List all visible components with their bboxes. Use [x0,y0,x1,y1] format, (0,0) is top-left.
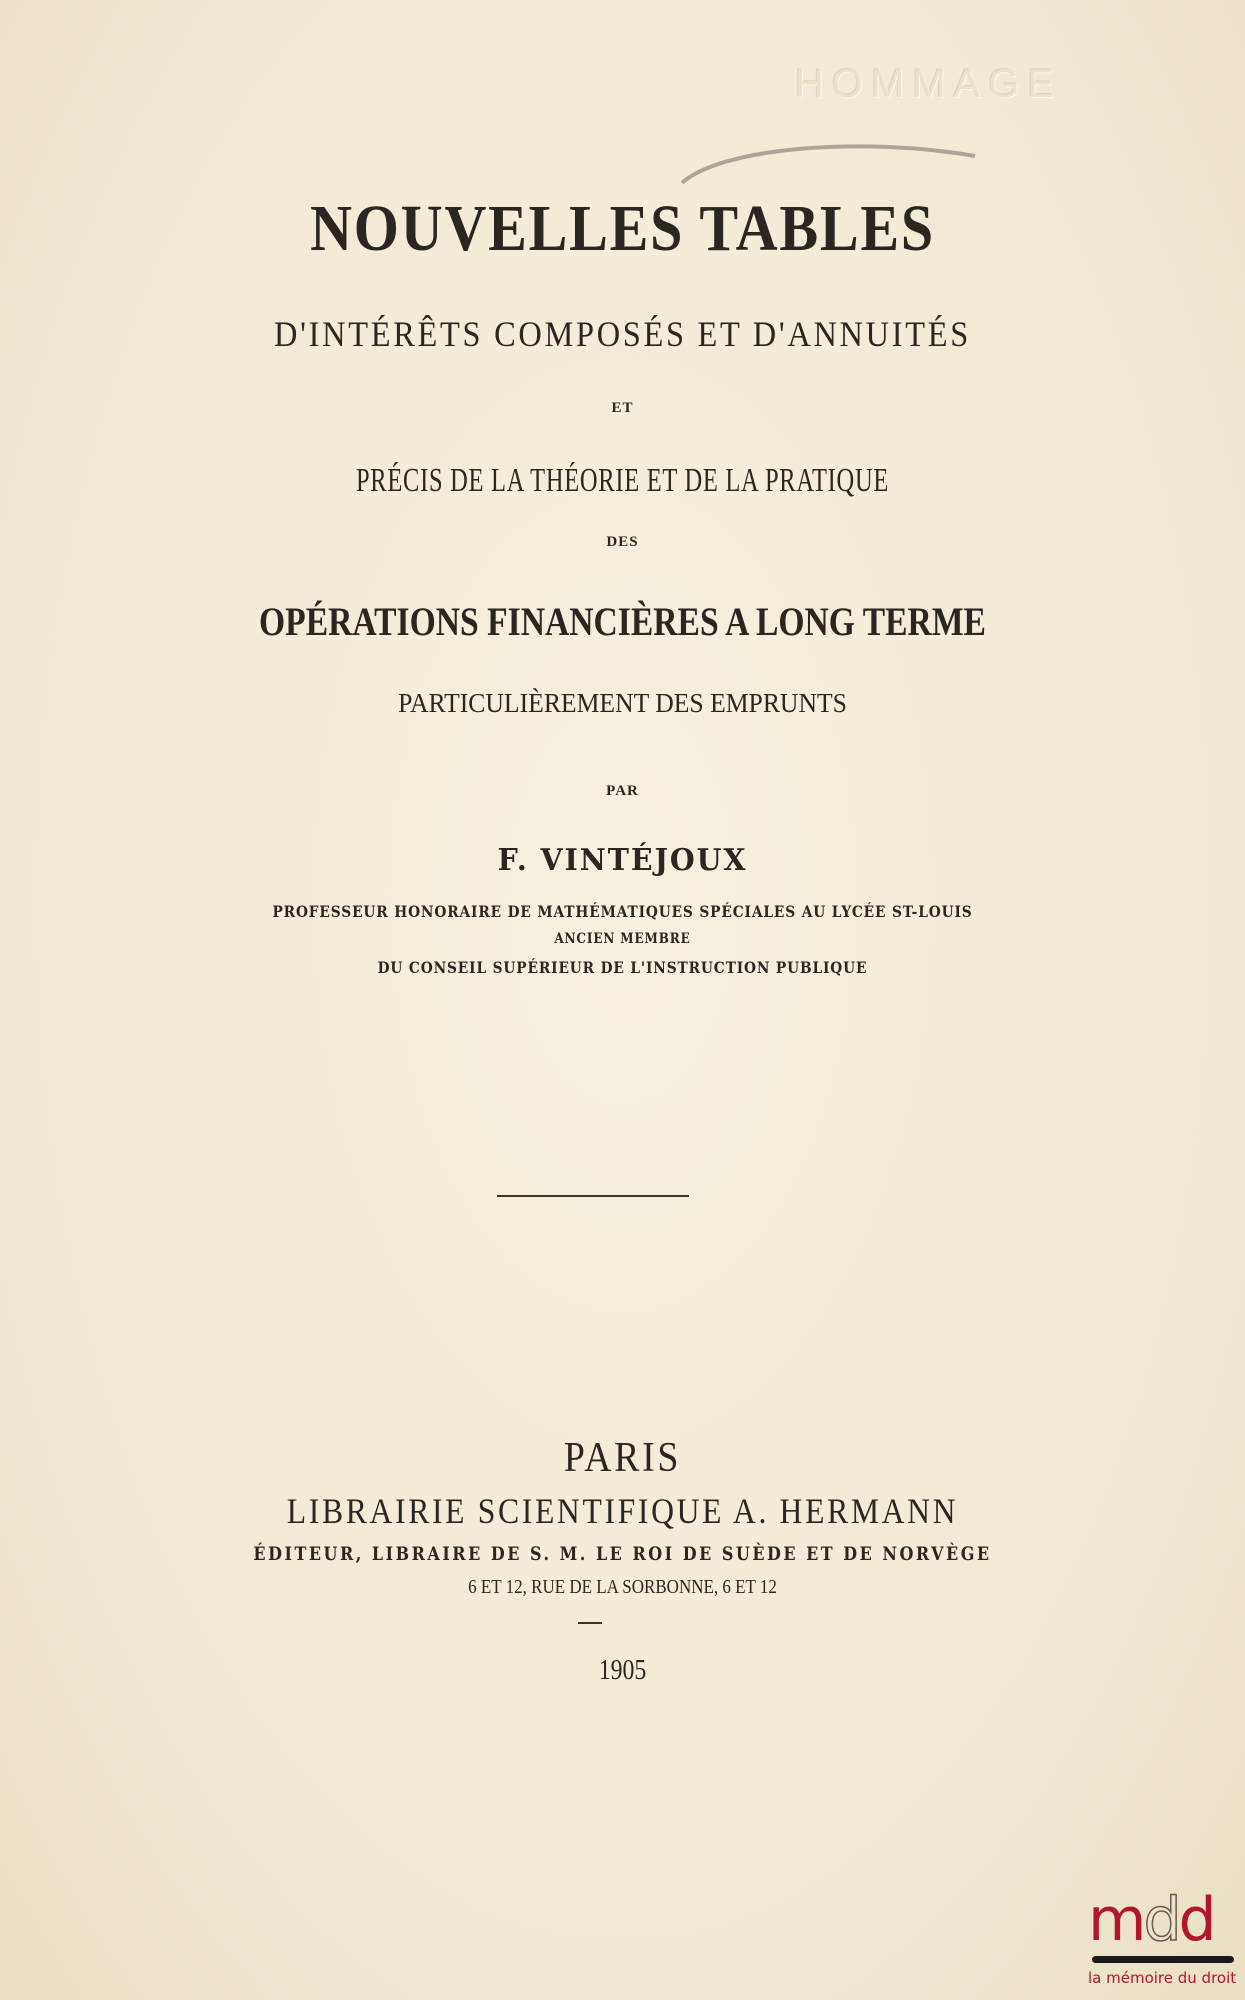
conjunction-des: DES [606,534,639,550]
logo-bar [1092,1956,1234,1963]
operations-line: OPÉRATIONS FINANCIÈRES A LONG TERME [259,599,986,644]
book-title: NOUVELLES TABLES [310,192,935,265]
logo-mark: mdd [1088,1885,1214,1955]
logo-tagline: la mémoire du droit [1088,1969,1237,1987]
precis-line: PRÉCIS DE LA THÉORIE ET DE LA PRATIQUE [355,462,890,499]
publisher-address: 6 ET 12, RUE DE LA SORBONNE, 6 ET 12 [468,1576,777,1598]
particulierement-line: PARTICULIÈREMENT DES EMPRUNTS [398,688,847,718]
publisher-name: LIBRAIRIE SCIENTIFIQUE A. HERMANN [286,1491,959,1531]
author-council: DU CONSEIL SUPÉRIEUR DE L'INSTRUCTION PUBLIQUE [377,958,868,977]
par-label: PAR [606,783,639,799]
hommage-stamp: HOMMAGE [795,62,1063,106]
mdd-logo [1088,1885,1238,1987]
publisher-city: PARIS [563,1435,682,1481]
publisher-description: ÉDITEUR, LIBRAIRE DE S. M. LE ROI DE SUÈDE ET DE NORVÈGE [253,1543,992,1565]
divider-rule [497,1195,689,1197]
conjunction-et: ET [611,400,634,416]
book-subtitle: D'INTÉRÊTS COMPOSÉS ET D'ANNUITÉS [274,314,971,354]
dash-separator [578,1622,602,1624]
author-title: PROFESSEUR HONORAIRE DE MATHÉMATIQUES SPÉCIALES AU LYCÉE ST-LOUIS [272,902,973,921]
author-former-member: ANCIEN MEMBRE [554,931,691,947]
publication-year: 1905 [598,1655,647,1686]
pencil-mark [680,128,980,188]
author-name: F. VINTÉJOUX [497,843,748,878]
